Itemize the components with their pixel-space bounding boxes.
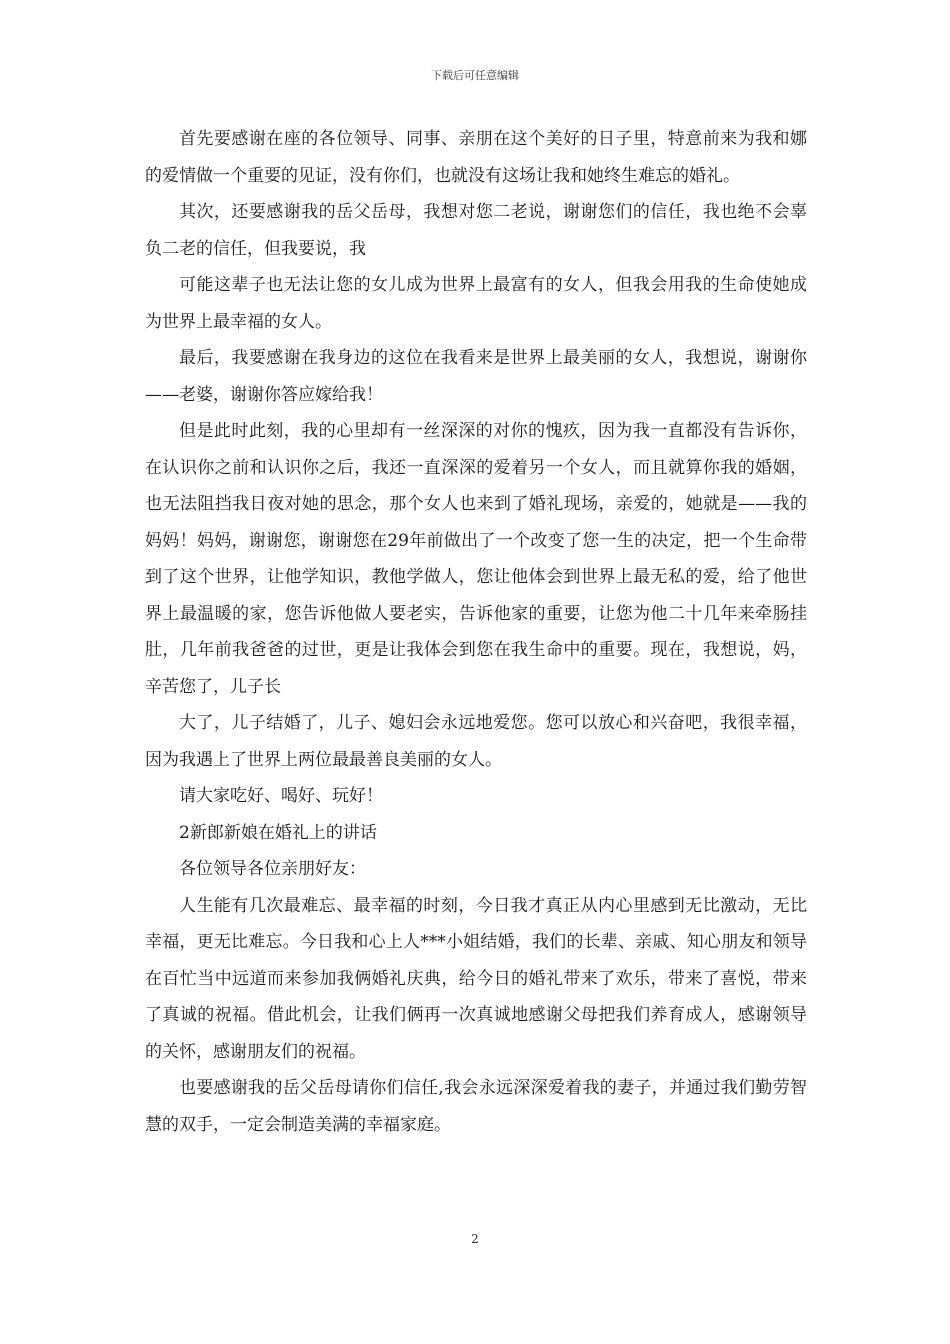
paragraph: 请大家吃好、喝好、玩好！ xyxy=(179,786,383,806)
page-header: 下载后可任意编辑 xyxy=(431,69,519,82)
paragraph: 但是此时此刻，我的心里却有一丝深深的对你的愧疚，因为我一直都没有告诉你，在认识你之前和认识你之后，我还一直深深的爱着另一个女人，而且就算你我的婚姻，也无法阻挡我日夜对她的思念，那个女人也来到了婚礼现场，亲爱的，她就是——我的妈妈！妈妈，谢谢您，谢谢您在29年前做出了一个改变了您一生的决定，把一个生命带到了这个世界，让他学知识，教他学做人，您让他体会到世界上最无私的爱，给了他世界上最温暖的家，您告诉他做人要老实，告诉他家的重要，让您为他二十几年来牵肠挂肚，几年前我爸爸的过世，更是让我体会到您在我生命中的重要。现在，我想说，妈，辛苦您了，儿子长 xyxy=(145,421,807,697)
paragraph: 也要感谢我的岳父岳母请你们信任,我会永远深深爱着我的妻子，并通过我们勤劳智慧的双手，一定会制造美满的幸福家庭。 xyxy=(145,1078,807,1135)
paragraph: 大了，儿子结婚了，儿子、媳妇会永远地爱您。您可以放心和兴奋吧，我很幸福，因为我遇上了世界上两位最最善良美丽的女人。 xyxy=(145,713,807,770)
paragraph: 最后，我要感谢在我身边的这位在我看来是世界上最美丽的女人，我想说，谢谢你——老婆，谢谢你答应嫁给我！ xyxy=(145,348,807,405)
salutation: 各位领导各位亲朋好友： xyxy=(179,859,366,879)
page-number: 2 xyxy=(471,1232,479,1246)
paragraph: 人生能有几次最难忘、最幸福的时刻，今日我才真正从内心里感到无比激动，无比幸福，更无比难忘。今日我和心上人***小姐结婚，我们的长辈、亲戚、知心朋友和领导在百忙当中远道而来参加我俩婚礼庆典，给今日的婚礼带来了欢乐，带来了喜悦，带来了真诚的祝福。借此机会，让我们俩再一次真诚地感谢父母把我们养育成人，感谢领导的关怀，感谢朋友们的祝福。 xyxy=(145,895,807,1062)
section-heading: 2新郎新娘在婚礼上的讲话 xyxy=(179,822,377,843)
paragraph: 其次，还要感谢我的岳父岳母，我想对您二老说，谢谢您们的信任，我也绝不会辜负二老的信任，但我要说，我 xyxy=(145,202,807,259)
paragraph: 首先要感谢在座的各位领导、同事、亲朋在这个美好的日子里，特意前来为我和娜的爱情做一个重要的见证，没有你们，也就没有这场让我和她终生难忘的婚礼。 xyxy=(145,129,807,186)
paragraph: 可能这辈子也无法让您的女儿成为世界上最富有的女人，但我会用我的生命使她成为世界上最幸福的女人。 xyxy=(145,275,807,332)
document-body xyxy=(145,121,807,1143)
